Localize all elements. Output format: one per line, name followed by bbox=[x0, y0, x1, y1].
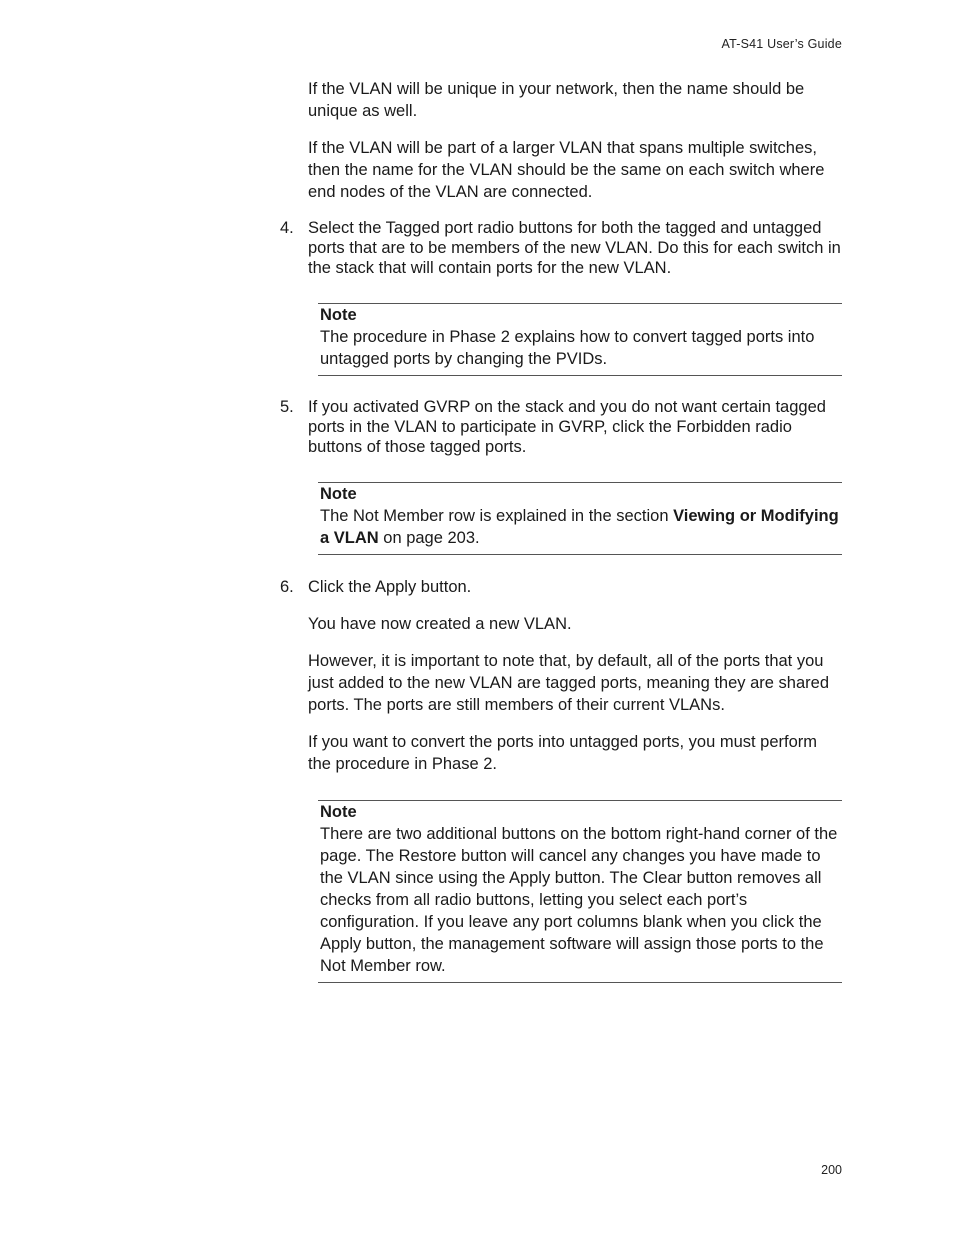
step-number: 5. bbox=[280, 398, 294, 416]
note-title: Note bbox=[320, 306, 357, 324]
step-number: 6. bbox=[280, 578, 294, 596]
step-text: Select the Tagged port radio buttons for both the tagged and untagged ports that are to be members of the new VLAN. Do this for each switch in the stack that will contain ports for the new VLAN. bbox=[308, 219, 841, 277]
step-text: Click the Apply button. bbox=[308, 578, 472, 596]
step-text: If you activated GVRP on the stack and you do not want certain tagged ports in the VLAN to participate in GVRP, click the Forbidden radio buttons of those tagged ports. bbox=[308, 398, 826, 456]
note-text: The procedure in Phase 2 explains how to convert tagged ports into untagged ports by changing the PVIDs. bbox=[320, 328, 815, 368]
intro-paragraph-1: If the VLAN will be unique in your network, then the name should be unique as well. bbox=[308, 80, 805, 120]
note-title: Note bbox=[320, 485, 357, 503]
step-4 bbox=[280, 218, 842, 278]
note-text-before: The Not Member row is explained in the section bbox=[320, 507, 674, 525]
step-5 bbox=[280, 397, 842, 457]
note-title: Note bbox=[320, 803, 357, 821]
note-box-1 bbox=[318, 303, 842, 376]
note-text bbox=[320, 505, 842, 549]
step-number: 4. bbox=[280, 219, 294, 237]
step-6 bbox=[280, 577, 842, 597]
convert-ports-paragraph: If you want to convert the ports into untagged ports, you must perform the procedure in Phase 2. bbox=[308, 733, 818, 773]
intro-paragraph-2: If the VLAN will be part of a larger VLAN that spans multiple switches, then the name for the VLAN should be the same on each switch where end nodes of the VLAN are connected. bbox=[308, 139, 825, 201]
note-box-3 bbox=[318, 800, 842, 983]
tagged-ports-paragraph: However, it is important to note that, by default, all of the ports that you just added to the new VLAN are tagged ports, meaning they are shared ports. The ports are still members of their current VLANs. bbox=[308, 652, 829, 714]
running-header: AT-S41 User’s Guide bbox=[721, 37, 842, 51]
page-number: 200 bbox=[821, 1163, 842, 1177]
result-paragraph: You have now created a new VLAN. bbox=[308, 615, 572, 633]
note-text-after: on page 203. bbox=[378, 529, 480, 547]
page-content bbox=[280, 78, 842, 983]
cross-reference-link[interactable]: Viewing or Modifying a VLAN bbox=[320, 507, 839, 547]
note-box-2 bbox=[318, 482, 842, 555]
note-text: There are two additional buttons on the bottom right-hand corner of the page. The Restore button will cancel any changes you have made to the VLAN since using the Apply button. The Clear button removes all checks from all radio buttons, letting you select each port’s configuration. If you leave any port columns blank when you click the Apply button, the management software will assign those ports to the Not Member row. bbox=[320, 825, 838, 975]
